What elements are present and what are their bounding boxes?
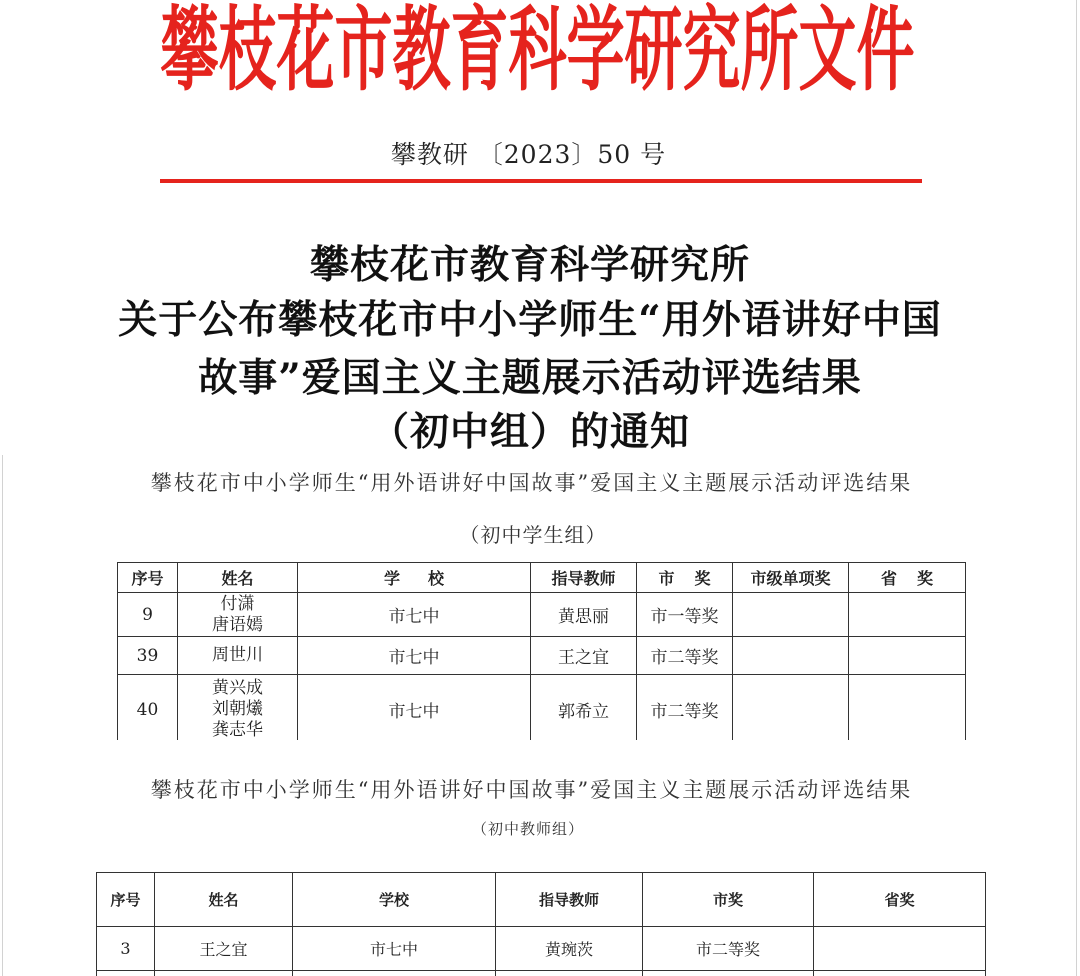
student-name: 龚志华 xyxy=(212,720,263,740)
notice-title-line-2: 关于公布攀枝花市中小学师生“用外语讲好中国 xyxy=(118,297,942,343)
cell-city-award: 市二等奖 xyxy=(637,675,733,741)
cell-names xyxy=(178,637,298,675)
table-row xyxy=(97,971,986,976)
cell-city-award: 市二等奖 xyxy=(637,637,733,675)
cell-advisor: 黄琬茨 xyxy=(496,927,643,971)
student-name: 付潇 xyxy=(220,593,255,614)
cell-no: 9 xyxy=(118,593,178,637)
empty-cell xyxy=(849,637,966,675)
col-header-name: 姓名 xyxy=(155,873,293,927)
empty-cell xyxy=(733,593,849,637)
student-table-header-row xyxy=(118,563,966,593)
table-row xyxy=(97,927,986,971)
cell-no: 40 xyxy=(118,675,178,741)
table-row xyxy=(118,675,966,741)
col-header-city-single-award: 市级单项奖 xyxy=(733,563,849,593)
cell-advisor: 王之宜 xyxy=(531,637,637,675)
cell-city-award: 市一等奖 xyxy=(637,593,733,637)
empty-cell xyxy=(849,675,966,741)
col-header-advisor: 指导教师 xyxy=(496,873,643,927)
empty-cell xyxy=(733,675,849,741)
cell-no: 39 xyxy=(118,637,178,675)
empty-cell xyxy=(155,971,293,976)
table-row xyxy=(118,637,966,675)
notice-title-line-3: 故事”爱国主义主题展示活动评选结果 xyxy=(198,355,862,401)
col-header-province-award: 省 奖 xyxy=(849,563,966,593)
cell-names xyxy=(178,675,298,741)
empty-cell xyxy=(496,971,643,976)
col-header-city-award: 市 奖 xyxy=(637,563,733,593)
empty-cell xyxy=(97,971,155,976)
cell-school: 市七中 xyxy=(298,637,531,675)
letterhead-red-rule xyxy=(160,179,922,183)
cell-advisor: 黄思丽 xyxy=(531,593,637,637)
col-header-no: 序号 xyxy=(118,563,178,593)
empty-cell xyxy=(643,971,814,976)
teacher-results-table xyxy=(96,872,986,976)
teacher-results-table-wrapper xyxy=(96,872,987,976)
col-header-province-award: 省奖 xyxy=(814,873,986,927)
student-results-table-wrapper xyxy=(117,562,967,740)
student-name: 周世川 xyxy=(212,645,263,665)
col-header-school: 学 校 xyxy=(298,563,531,593)
document-number: 攀教研 〔2023〕50 号 xyxy=(390,140,667,169)
cell-no: 3 xyxy=(97,927,155,971)
empty-cell xyxy=(849,593,966,637)
student-name: 唐语嫣 xyxy=(212,614,263,635)
cell-advisor: 郭希立 xyxy=(531,675,637,741)
student-group-label: （初中学生组） xyxy=(459,523,607,547)
cell-city-award: 市二等奖 xyxy=(643,927,814,971)
col-header-city-award: 市奖 xyxy=(643,873,814,927)
cell-name: 王之宜 xyxy=(155,927,293,971)
teacher-group-label: （初中教师组） xyxy=(471,820,584,838)
empty-cell xyxy=(814,927,986,971)
page-edge-line-right xyxy=(1076,0,1077,976)
student-results-heading: 攀枝花市中小学师生“用外语讲好中国故事”爱国主义主题展示活动评选结果 xyxy=(150,471,913,495)
empty-cell xyxy=(814,971,986,976)
student-name: 刘朝爔 xyxy=(212,699,263,719)
empty-cell xyxy=(293,971,496,976)
letterhead-title: 攀枝花市教育科学研究所文件 xyxy=(160,0,915,104)
col-header-advisor: 指导教师 xyxy=(531,563,637,593)
teacher-results-heading: 攀枝花市中小学师生“用外语讲好中国故事”爱国主义主题展示活动评选结果 xyxy=(150,778,913,802)
cell-school: 市七中 xyxy=(298,593,531,637)
empty-cell xyxy=(733,637,849,675)
student-results-table xyxy=(117,562,966,740)
student-name: 黄兴成 xyxy=(212,678,263,698)
cell-names xyxy=(178,593,298,637)
col-header-school: 学校 xyxy=(293,873,496,927)
cell-school: 市七中 xyxy=(293,927,496,971)
col-header-name: 姓名 xyxy=(178,563,298,593)
notice-title-line-1: 攀枝花市教育科学研究所 xyxy=(309,242,750,288)
notice-title-line-4: （初中组）的通知 xyxy=(369,409,690,455)
col-header-no: 序号 xyxy=(97,873,155,927)
cell-school: 市七中 xyxy=(298,675,531,741)
table-row xyxy=(118,593,966,637)
teacher-table-header-row xyxy=(97,873,986,927)
